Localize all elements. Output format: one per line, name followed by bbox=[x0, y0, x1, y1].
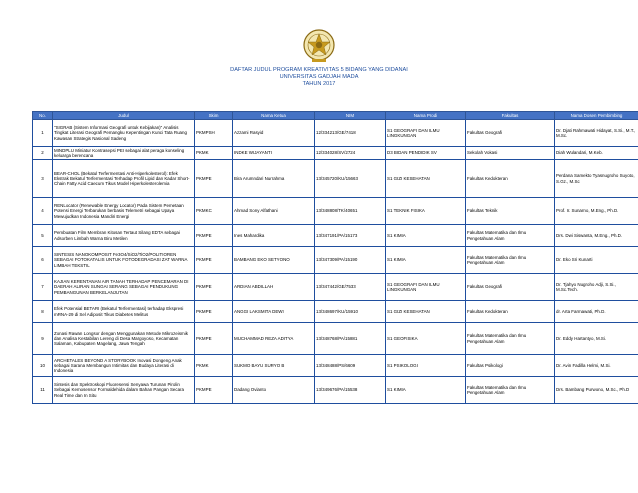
cell-prodi: S1 KIMIA bbox=[386, 247, 466, 274]
cell-ketua: SUKMO BAYU SURYO B bbox=[233, 355, 315, 377]
cell-fakultas: Fakultas Matematika dan Ilmu Pengetahuan Alam bbox=[466, 377, 555, 404]
table-header-row bbox=[33, 112, 638, 120]
col-header-judul: Judul bbox=[53, 112, 195, 120]
cell-prodi: S1 KIMIA bbox=[386, 377, 466, 404]
col-header-skim: Skim bbox=[195, 112, 233, 120]
cell-judul: RENLocator (Renewable Energy Locator) Pada Sistem Pemetaan Potensi Energi Terbarukan berbasis Telemetri sebagai Upaya Mewujudkan Indonesia Mandiri Energi bbox=[53, 198, 195, 225]
cell-prodi: S1 GIZI KESEHATAN bbox=[386, 160, 466, 198]
table-row bbox=[33, 274, 638, 301]
cell-dosen: Drs. Dwi Siswanta, M.Eng., Ph.D. bbox=[555, 225, 638, 247]
cell-judul: Efek Potensial BETARI (Bekatul Terfermentasi) terhadap Ekspresi mRNA-29 di Sel Adiposit Tikus Diabetes Melitus bbox=[53, 301, 195, 323]
cell-judul: KAJIAN KERENTANAN AIR TANAH TERHADAP PENCEMARAN DI DAERAH ALIRAN SUNGAI SERANG SEBAGAI PENDUKUNG PEMBANGUNAN BERKELANJUTAN bbox=[53, 274, 195, 301]
cell-ketua: INDKE WIJAYANTI bbox=[233, 147, 315, 160]
cell-nim: 13/347309/PA/15190 bbox=[315, 247, 386, 274]
cell-nim: 12/334028/SV/2724 bbox=[315, 147, 386, 160]
cell-skim: PKMPE bbox=[195, 377, 233, 404]
cell-nim: 13/345720/KU/15663 bbox=[315, 160, 386, 198]
cell-no: 11 bbox=[33, 377, 53, 404]
cell-skim: PKMPE bbox=[195, 160, 233, 198]
table-row bbox=[33, 377, 638, 404]
cell-fakultas: Fakultas Psikologi bbox=[466, 355, 555, 377]
cell-nim: 13/347442/GE/7533 bbox=[315, 274, 386, 301]
col-header-nim: NIM bbox=[315, 112, 386, 120]
cell-nim: 13/348697/KU/15910 bbox=[315, 301, 386, 323]
cell-no: 8 bbox=[33, 301, 53, 323]
cell-dosen: Drs. Bambang Purwono, M.Sc., Ph.D bbox=[555, 377, 638, 404]
cell-no: 3 bbox=[33, 160, 53, 198]
cell-ketua: Ines Mahardika bbox=[233, 225, 315, 247]
cell-ketua: MUCHAMMAD REZA ADITYA bbox=[233, 323, 315, 355]
cell-skim: PKMPE bbox=[195, 323, 233, 355]
cell-ketua: BAMBANG EKO SETYONO bbox=[233, 247, 315, 274]
cell-judul: "SIGRAB (Sistem Informasi Geografi untuk Kebijakan)" Analisis Tingkat Literasi Geografi Pemangku Kepentingan Kunci Tata Ruang Kawasan Strategis Nasional Sadeng bbox=[53, 120, 195, 147]
cell-no: 7 bbox=[33, 274, 53, 301]
cell-skim: PKMPE bbox=[195, 301, 233, 323]
col-header-fakultas: Fakultas bbox=[466, 112, 555, 120]
cell-prodi: S1 TEKNIK FISIKA bbox=[386, 198, 466, 225]
cell-skim: PKMKC bbox=[195, 198, 233, 225]
cell-dosen: Perdana Samekto Tyasnugroho Suyoto, S.Gz., M.Sc bbox=[555, 160, 638, 198]
cell-ketua: Azzami Rasyid bbox=[233, 120, 315, 147]
cell-prodi: S1 GIZI KESEHATAN bbox=[386, 301, 466, 323]
cell-no: 2 bbox=[33, 147, 53, 160]
cell-skim: PKMPE bbox=[195, 225, 233, 247]
cell-fakultas: Fakultas Teknik bbox=[466, 198, 555, 225]
cell-dosen: Dr. Tjahyo Nugroho Adji, S.Si., M.Sc.Tech. bbox=[555, 274, 638, 301]
title-line-3: TAHUN 2017 bbox=[302, 81, 336, 87]
cell-fakultas: Fakultas Matematika dan Ilmu Pengetahuan Alam bbox=[466, 247, 555, 274]
university-seal-logo bbox=[303, 28, 335, 64]
cell-dosen: dr. Arta Farmawati, Ph.D. bbox=[555, 301, 638, 323]
col-header-no: No. bbox=[33, 112, 53, 120]
cell-nim: 13/348808/TK/40651 bbox=[315, 198, 386, 225]
cell-judul: ARCHETALES BEYOND A STORYBOOK Inovasi Dongeng Anak sebagai Sarana Membangun Intimitas dan Budaya Literasi di Indonesia bbox=[53, 355, 195, 377]
cell-judul: MINDPLU Miniatur Kontrasepsi PEI sebagai alat peraga konseling keluarga berencana bbox=[53, 147, 195, 160]
cell-skim: PKMPE bbox=[195, 247, 233, 274]
document-title bbox=[0, 67, 638, 88]
cell-dosen: Dr. Eddy Hartantyo, M.Si. bbox=[555, 323, 638, 355]
table-row bbox=[33, 160, 638, 198]
cell-ketua: Ahmad Sony Alfathani bbox=[233, 198, 315, 225]
cell-fakultas: Sekolah Vokasi bbox=[466, 147, 555, 160]
cell-nim: 13/349676/PA/15538 bbox=[315, 377, 386, 404]
cell-fakultas: Fakultas Matematika dan Ilmu Pengetahuan Alam bbox=[466, 225, 555, 247]
cell-ketua: Bira Arumndari Nurrahma bbox=[233, 160, 315, 198]
cell-skim: PKMPSH bbox=[195, 120, 233, 147]
cell-fakultas: Fakultas Geografi bbox=[466, 120, 555, 147]
cell-nim: 12/334213/GE/7418 bbox=[315, 120, 386, 147]
cell-ketua: Dadang Ovianto bbox=[233, 377, 315, 404]
cell-prodi: S1 GEOGRAFI DAN ILMU LINGKUNGAN bbox=[386, 274, 466, 301]
cell-judul: BEAR-CHOL (Bekatul Terfermentasi Anti-Hiperkolesterol): Efek Ekstrak Bekatul Terfermentasi Terhadap Profil Lipid dan Kadar Short-Chain Fatty Acid Caecum Tikus Model Hiperkolesterolemia bbox=[53, 160, 195, 198]
title-line-1: DAFTAR JUDUL PROGRAM KREATIVITAS 5 BIDANG YANG DIDANAI bbox=[230, 67, 408, 73]
col-header-nama-ketua: Nama Ketua bbox=[233, 112, 315, 120]
cell-judul: SINTESIS NANOKOMPOSIT Fe3O4/SiO2/TiO2/POLITIOREN SEBAGAI FOTOKATALIS UNTUK FOTODEGRADASI ZAT WARNA LIMBAH TEKSTIL bbox=[53, 247, 195, 274]
cell-ketua: ANGGI LAKSMITA DEWI bbox=[233, 301, 315, 323]
table-row bbox=[33, 147, 638, 160]
cell-judul: Pembuatan Film Membran Kitosan Tertaut Silang EDTA sebagai Adsorben Limbah Warna Biru Metilen bbox=[53, 225, 195, 247]
cell-dosen: Dr. Avin Fadilla Helmi, M.Si. bbox=[555, 355, 638, 377]
table-row bbox=[33, 198, 638, 225]
cell-ketua: ARDIAN ABDILLAH bbox=[233, 274, 315, 301]
cell-dosen: Prof. Ir. Sunarno, M.Eng., Ph.D. bbox=[555, 198, 638, 225]
cell-fakultas: Fakultas Kedokteran bbox=[466, 160, 555, 198]
cell-prodi: S1 GEOFISIKA bbox=[386, 323, 466, 355]
cell-judul: Sintesis dan Spektroskopi Fluoresensi Senyawa Turunan Pirolin Sebagai Kemosensor Formaldehida dalam Bahan Pangan Secara Real Time dan In Situ bbox=[53, 377, 195, 404]
cell-skim: PKMK bbox=[195, 355, 233, 377]
table-row bbox=[33, 355, 638, 377]
cell-no: 5 bbox=[33, 225, 53, 247]
cell-judul: Zonasi Rawan Longsor dengan Menggunakan Metode Mikrozeismik dan Analisa Kestabilan Lereng di Desa Margoyoso, Kecamatan Salaman, Kabupaten Magelang, Jawa Tengah bbox=[53, 323, 195, 355]
cell-no: 9 bbox=[33, 323, 53, 355]
cell-dosen: Dr. Djati Rahmawati Hidayat, S.Si., M.T., M.Sc. bbox=[555, 120, 638, 147]
col-header-nama-prodi: Nama Prodi bbox=[386, 112, 466, 120]
col-header-dosen: Nama Dosen Pembimbing bbox=[555, 112, 638, 120]
cell-prodi: S1 KIMIA bbox=[386, 225, 466, 247]
cell-dosen: Diah Wulandari, M.Keb. bbox=[555, 147, 638, 160]
table-row bbox=[33, 225, 638, 247]
cell-no: 1 bbox=[33, 120, 53, 147]
cell-prodi: S1 PSIKOLOGI bbox=[386, 355, 466, 377]
title-line-2: UNIVERSITAS GADJAH MADA bbox=[279, 74, 359, 80]
table-row bbox=[33, 301, 638, 323]
cell-fakultas: Fakultas Geografi bbox=[466, 274, 555, 301]
cell-nim: 13/348488/PS/6609 bbox=[315, 355, 386, 377]
cell-prodi: S1 GEOGRAFI DAN ILMU LINGKUNGAN bbox=[386, 120, 466, 147]
table-row bbox=[33, 247, 638, 274]
cell-dosen: Dr. Eko Sri Kunarti bbox=[555, 247, 638, 274]
table-row bbox=[33, 323, 638, 355]
cell-prodi: D3 BIDAN PENDIDIK SV bbox=[386, 147, 466, 160]
cell-fakultas: Fakultas Matematika dan Ilmu Pengetahuan Alam bbox=[466, 323, 555, 355]
cell-no: 6 bbox=[33, 247, 53, 274]
cell-no: 10 bbox=[33, 355, 53, 377]
table-row bbox=[33, 120, 638, 147]
funded-titles-table bbox=[32, 111, 638, 404]
cell-fakultas: Fakultas Kedokteran bbox=[466, 301, 555, 323]
cell-nim: 13/348768/PA/15881 bbox=[315, 323, 386, 355]
cell-skim: PKMK bbox=[195, 147, 233, 160]
cell-no: 4 bbox=[33, 198, 53, 225]
cell-skim: PKMPE bbox=[195, 274, 233, 301]
cell-nim: 13/347191/PA/15173 bbox=[315, 225, 386, 247]
